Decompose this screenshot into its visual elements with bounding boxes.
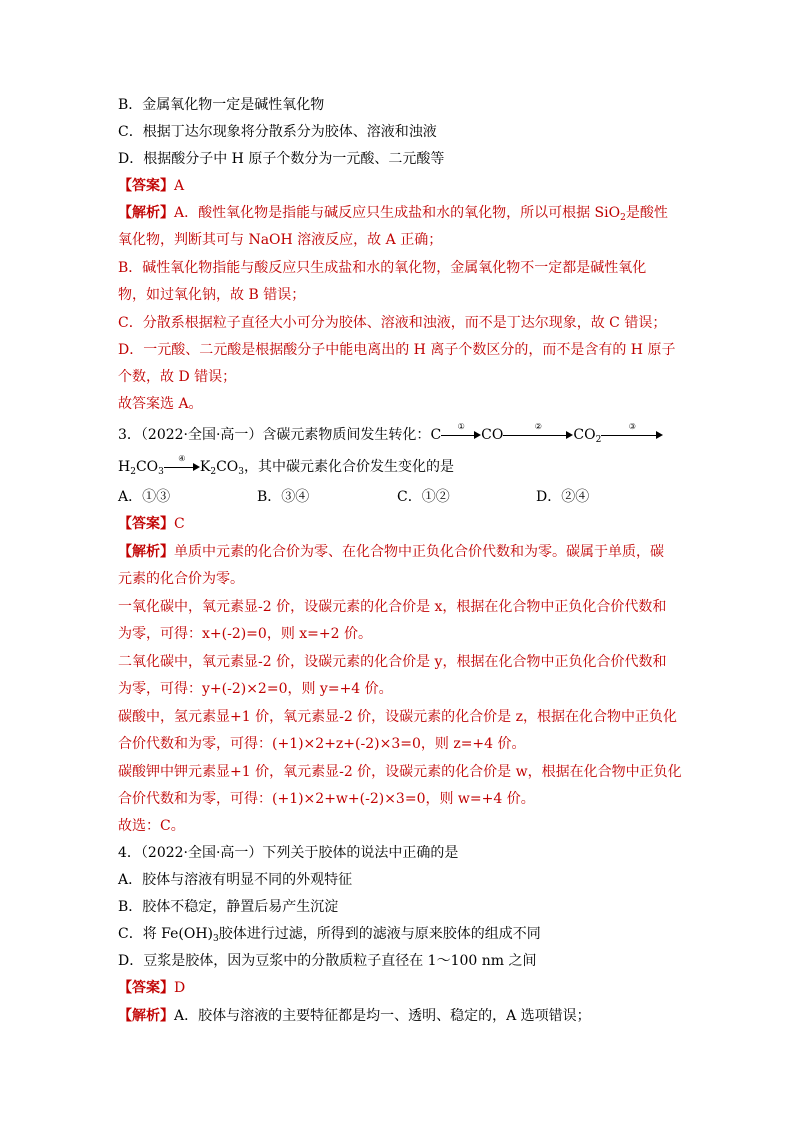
subscript: 3 <box>213 934 219 944</box>
option-text: C．将 Fe(OH) <box>118 926 214 942</box>
answer-tag: 【答案】 <box>118 516 174 532</box>
formula-co2: CO <box>573 427 596 443</box>
subscript: 2 <box>210 467 217 477</box>
step-number: ② <box>534 422 542 431</box>
formula-h2co3: H <box>118 459 131 475</box>
subscript: 2 <box>130 467 136 477</box>
subscript: 2 <box>595 435 602 445</box>
q3-option-b: B．③④ <box>257 489 310 505</box>
q2-analysis-b-line1: B．碱性氧化物指能与酸反应只生成盐和水的氧化物，金属氧化物不一定都是碱性氧化 <box>118 260 647 276</box>
q2-answer <box>118 176 184 196</box>
answer-value: D <box>174 980 186 996</box>
q4-analysis-line1 <box>118 1006 591 1026</box>
option-text: 胶体进行过滤，所得到的滤液与原来胶体的组成不同 <box>218 926 541 942</box>
formula-k2co3: K <box>199 459 211 475</box>
q3-analysis-line4: 为零，可得：x+(-2)=0，则 x=+2 价。 <box>118 626 372 642</box>
answer-tag: 【答案】 <box>118 980 174 996</box>
reaction-arrow-1 <box>441 422 481 442</box>
q3-stem-line1 <box>118 422 663 450</box>
analysis-tag: 【解析】 <box>118 1008 174 1024</box>
formula-h2co3: CO <box>135 459 159 475</box>
q4-option-d: D．豆浆是胶体，因为豆浆中的分散质粒子直径在 1～100 nm 之间 <box>118 953 537 969</box>
step-number: ③ <box>628 422 636 431</box>
answer-value: C <box>174 516 185 532</box>
q3-analysis-line8: 合价代数和为零，可得：(+1)×2+z+(-2)×3=0，则 z=+4 价。 <box>118 736 526 752</box>
answer-value: A <box>174 178 185 194</box>
q2-analysis-a-line1 <box>118 203 668 228</box>
q2-analysis-d-line1: D．一元酸、二元酸是根据酸分子中能电离出的 H 离子个数区分的，而不是含有的 H 原子 <box>118 342 676 358</box>
q2-option-d: D．根据酸分子中 H 原子个数分为一元酸、二元酸等 <box>118 151 445 167</box>
q2-analysis-a-line2: 氧化物，判断其可与 NaOH 溶液反应，故 A 正确； <box>118 232 443 248</box>
q4-option-b: B．胶体不稳定，静置后易产生沉淀 <box>118 899 339 915</box>
q4-option-c <box>118 924 541 949</box>
q3-answer <box>118 514 185 534</box>
q3-option-d: D．②④ <box>536 489 590 505</box>
analysis-text: A．胶体与溶液的主要特征都是均一、透明、稳定的，A 选项错误； <box>174 1008 591 1024</box>
analysis-tag: 【解析】 <box>118 544 174 560</box>
analysis-text: 是酸性 <box>625 205 668 221</box>
formula-k2co3: CO <box>216 459 239 475</box>
answer-tag: 【答案】 <box>118 178 174 194</box>
analysis-text: A．酸性氧化物是指能与碱反应只生成盐和水的氧化物，所以可根据 SiO <box>174 205 621 221</box>
q3-option-c: C．①② <box>397 489 450 505</box>
q3-stem-line2 <box>118 454 455 482</box>
reaction-arrow-3 <box>601 422 663 442</box>
q3-analysis-line6: 为零，可得：y+(-2)×2=0，则 y=+4 价。 <box>118 681 393 697</box>
formula-c: C <box>430 427 442 443</box>
q4-stem: 4．（2022·全国·高一）下列关于胶体的说法中正确的是 <box>118 845 459 861</box>
q2-option-c: C．根据丁达尔现象将分散系分为胶体、溶液和浊液 <box>118 124 437 140</box>
q3-conclusion: 故选：C。 <box>118 818 185 834</box>
q3-analysis-line9: 碳酸钾中钾元素显+1 价，氧元素显-2 价，设碳元素的化合价是 w，根据在化合物中正负化 <box>118 764 682 780</box>
reaction-arrow-2 <box>503 422 573 442</box>
q3-option-a: A．①③ <box>118 489 171 505</box>
q3-analysis-line1 <box>118 542 664 562</box>
q3-analysis-line3: 一氧化碳中，氧元素显-2 价，设碳元素的化合价是 x，根据在化合物中正负化合价代数和 <box>118 599 667 615</box>
q3-analysis-line5: 二氧化碳中，氧元素显-2 价，设碳元素的化合价是 y，根据在化合物中正负化合价代数和 <box>118 654 667 670</box>
formula-co: CO <box>481 427 504 443</box>
q2-analysis-d-line2: 个数，故 D 错误； <box>118 369 237 385</box>
subscript: 3 <box>238 467 245 477</box>
reaction-arrow-4 <box>164 454 200 474</box>
q4-option-a: A．胶体与溶液有明显不同的外观特征 <box>118 872 353 888</box>
q3-stem-text: 3．（2022·全国·高一）含碳元素物质间发生转化： <box>118 427 431 443</box>
q4-answer <box>118 978 185 998</box>
q2-analysis-b-line2: 物，如过氧化钠，故 B 错误； <box>118 287 306 303</box>
analysis-tag: 【解析】 <box>118 205 174 221</box>
q3-analysis-line10: 合价代数和为零，可得：(+1)×2+w+(-2)×3=0，则 w=+4 价。 <box>118 791 535 807</box>
subscript: 3 <box>158 467 164 477</box>
step-number: ④ <box>178 454 186 463</box>
q2-option-b: B．金属氧化物一定是碱性氧化物 <box>118 97 325 113</box>
q2-conclusion: 故答案选 A。 <box>118 396 203 412</box>
q3-analysis-line2: 元素的化合价为零。 <box>118 571 244 587</box>
q3-analysis-line7: 碳酸中，氢元素显+1 价，氧元素显-2 价，设碳元素的化合价是 z，根据在化合物中正负化 <box>118 709 677 725</box>
analysis-text: 单质中元素的化合价为零、在化合物中正负化合价代数和为零。碳属于单质，碳 <box>174 544 664 560</box>
q2-analysis-c-line1: C．分散系根据粒子直径大小可分为胶体、溶液和浊液，而不是丁达尔现象，故 C 错误； <box>118 315 667 331</box>
q3-stem-text: ，其中碳元素化合价发生变化的是 <box>244 459 455 475</box>
subscript: 2 <box>620 213 626 223</box>
step-number: ① <box>457 422 465 431</box>
